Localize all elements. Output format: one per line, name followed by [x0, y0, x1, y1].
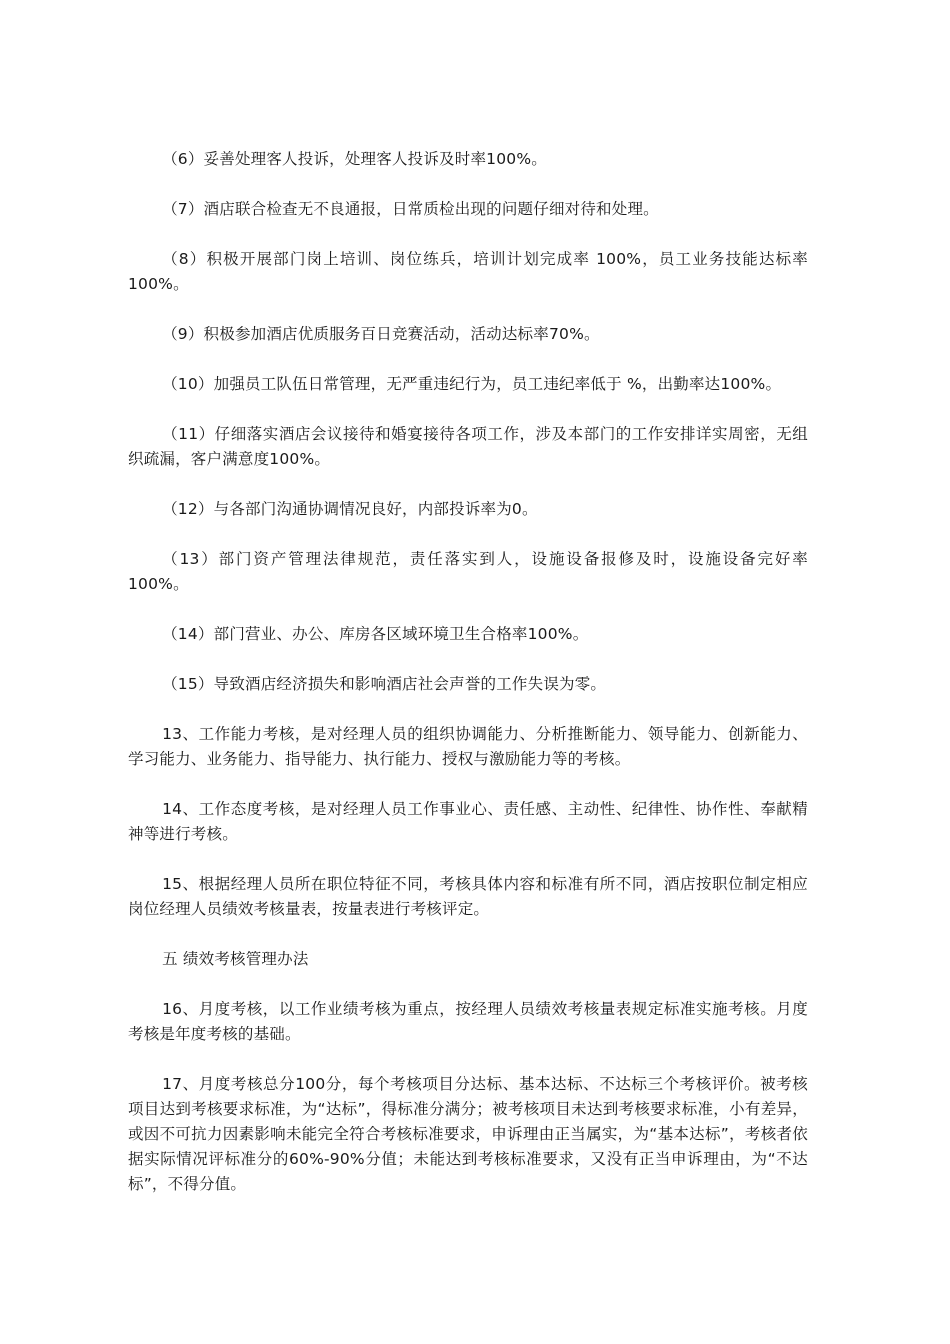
paragraph-item-12: （12）与各部门沟通协调情况良好，内部投诉率为0。 [162, 500, 538, 518]
paragraph-item-8: （8）积极开展部门岗上培训、岗位练兵，培训计划完成率 100%，员工业务技能达标率100%。 [128, 250, 808, 293]
paragraph-item-7: （7）酒店联合检查无不良通报，日常质检出现的问题仔细对待和处理。 [162, 200, 659, 218]
paragraph-item-14: （14）部门营业、办公、库房各区域环境卫生合格率100%。 [162, 625, 589, 643]
clause-16-monthly-review: 16、月度考核，以工作业绩考核为重点，按经理人员绩效考核量表规定标准实施考核。月度考核是年度考核的基础。 [128, 1000, 808, 1043]
paragraph-item-13: （13）部门资产管理法律规范，责任落实到人，设施设备报修及时，设施设备完好率100%。 [128, 550, 808, 593]
clause-14-work-attitude: 14、工作态度考核，是对经理人员工作事业心、责任感、主动性、纪律性、协作性、奉献精神等进行考核。 [128, 800, 808, 843]
section-heading-5: 五 绩效考核管理办法 [162, 950, 309, 968]
clause-17-scoring: 17、月度考核总分100分，每个考核项目分达标、基本达标、不达标三个考核评价。被考核项目达到考核要求标准，为“达标”，得标准分满分；被考核项目未达到考核要求标准，小有差异，或因不可抗力因素影响未能完全符合考核标准要求，申诉理由正当属实，为“基本达标”，考核者依据实际情况评标准分的60%-90%分值；未能达到考核标准要求，又没有正当申诉理由，为“不达标”，不得分值。 [128, 1075, 808, 1193]
paragraph-item-9: （9）积极参加酒店优质服务百日竞赛活动，活动达标率70%。 [162, 325, 600, 343]
paragraph-item-10: （10）加强员工队伍日常管理，无严重违纪行为，员工违纪率低于 %，出勤率达100%。 [162, 375, 782, 393]
clause-15-position-scales: 15、根据经理人员所在职位特征不同，考核具体内容和标准有所不同，酒店按职位制定相应岗位经理人员绩效考核量表，按量表进行考核评定。 [128, 875, 808, 918]
document-page [128, 147, 808, 1222]
paragraph-item-6: （6）妥善处理客人投诉，处理客人投诉及时率100%。 [162, 150, 547, 168]
paragraph-item-11: （11）仔细落实酒店会议接待和婚宴接待各项工作，涉及本部门的工作安排详实周密，无组织疏漏，客户满意度100%。 [128, 425, 808, 468]
clause-13-work-ability: 13、工作能力考核，是对经理人员的组织协调能力、分析推断能力、领导能力、创新能力、学习能力、业务能力、指导能力、执行能力、授权与激励能力等的考核。 [128, 725, 808, 768]
paragraph-item-15: （15）导致酒店经济损失和影响酒店社会声誉的工作失误为零。 [162, 675, 607, 693]
